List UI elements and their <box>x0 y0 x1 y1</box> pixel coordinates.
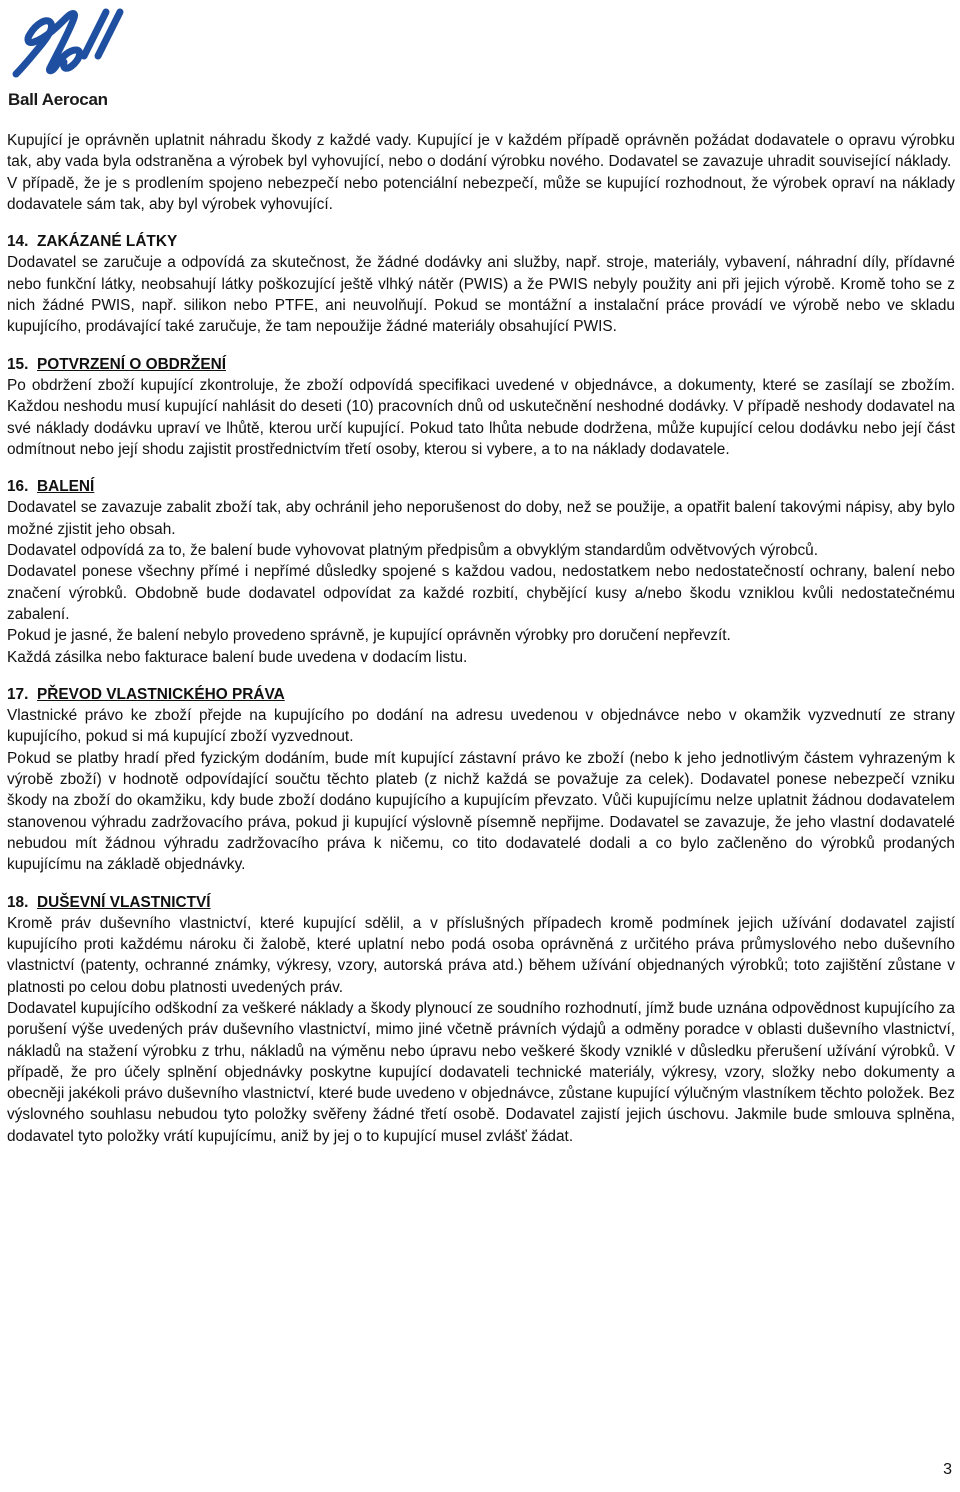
paragraph: Pokud je jasné, že balení nebylo provedeno správně, je kupující oprávněn výrobky pro doručení nepřevzít. <box>7 627 731 645</box>
paragraph: Dodavatel se zaručuje a odpovídá za skutečnost, že žádné dodávky ani služby, např. stroje, materiály, vybavení, náhradní díly, přídavné nebo funkční látky, neobsahují látky poškozující ještě vlhký nátěr (PWIS) a že PWIS nebyly použity ani při jejich výrobě. Kromě toho se z nich žádné PWIS, např. silikon nebo PTFE, ani neuvolňují. Pokud se montážní a instalační práce provádí ve výrobě nebo ve skladu kupujícího, prodávající také zaručuje, že tam nepoužije žádné materiály obsahující PWIS. <box>7 254 955 336</box>
section-heading-18 <box>7 892 955 913</box>
paragraph: Po obdržení zboží kupující zkontroluje, že zboží odpovídá specifikaci uvedené v objednávce, a dokumenty, které se zasílají se zbožím. Každou neshodu musí kupující nahlásit do deseti (10) pracovních dnů od uskutečnění neshodné dodávky. V případě neshody dodavatel na své náklady dodávku upraví ve lhůtě, kterou určí kupující. Pokud tato lhůta nebude dodržena, může kupující celou dodávku nebo její část odmítnout nebo její shodu zajistit prostřednictvím třetí osoby, kterou si vybere, a to na náklady dodavatele. <box>7 376 955 458</box>
section-title: BALENÍ <box>37 478 95 496</box>
section-number: 14. <box>7 233 29 251</box>
paragraph: Dodavatel ponese všechny přímé i nepřímé důsledky spojené s každou vadou, nedostatkem nebo nedostatečností ochrany, balení nebo značení výrobků. Obdobně bude dodavatel odpovídat za každé rozbití, chybějící kusy a/nebo škodu vzniklou kvůli nedostatečnému zabalení. <box>7 563 955 623</box>
logo-wordmark: Ball Aerocan <box>8 90 108 109</box>
paragraph: Dodavatel se zavazuje zabalit zboží tak, aby ochránil jeho neporušenost do doby, než se použije, a opatřit balení takovými nápisy, aby bylo možné zjistit jeho obsah. <box>7 499 955 538</box>
section-heading-17 <box>7 684 955 705</box>
paragraph: Pokud se platby hradí před fyzickým dodáním, bude mít kupující zástavní právo ke zboží (nebo k jeho jednotlivým částem vyhrazeným k výrobě zboží) v hodnotě odpovídající součtu těchto plateb (z nichž každá se považuje za celek). Dodavatel ponese nebezpečí vzniku škody na zboží do okamžiku, kdy bude zboží dodáno kupujícího a kupujícím převzato. Vůči kupujícímu nelze uplatnit žádnou dodavatelem stanovenou výhradu zadržovacího práva, pokud ji kupující výslovně písemně nepřijme. Dodavatel se zavazuje, že jeho vlastní dodavatelé nebudou mít žádnou výhradu zadržovacího práva k ničemu, co tito dodavatelé dodali a co bylo začleněno do výrobků prodaných kupujícímu na základě objednávky. <box>7 749 955 874</box>
document-body <box>7 130 955 1147</box>
spacer <box>7 876 955 892</box>
section-title: DUŠEVNÍ VLASTNICTVÍ <box>37 893 211 911</box>
company-logo <box>6 4 138 108</box>
section-number: 17. <box>7 685 29 703</box>
paragraph: Dodavatel kupujícího odškodní za veškeré náklady a škody plynoucí ze soudního rozhodnutí, jímž bude uznána odpovědnost kupujícího za porušení výše uvedených práv duševního vlastnictví, mimo jiné včetně právních výdajů a odměny poradce v oblasti duševního vlastnictví, nákladů na stažení výrobku z trhu, nákladů na výměnu nebo úpravu nebo veškeré škody vzniklé v důsledku přerušení užívání výrobků. V případě, že pro účely splnění objednávky poskytne kupující dodavateli technické materiály, výkresy, vzory, složky nebo dokumenty a obecněji jakékoli právo duševního vlastnictví, které bude uvedeno v objednávce, zůstane kupující výlučným vlastníkem těchto položek. Bez výslovného souhlasu nebudou tyto položky svěřeny žádné třetí osobě. Dodavatel zajistí jejich úschovu. Jakmile bude smlouva splněna, dodavatel tyto položky vrátí kupujícímu, aniž by jej o to kupující musel zvlášť žádat. <box>7 999 955 1145</box>
paragraph: Kupující je oprávněn uplatnit náhradu škody z každé vady. Kupující je v každém případě oprávněn požádat dodavatele o opravu výrobku tak, aby vada byla odstraněna a výrobek byl vyhovující, nebo o dodání výrobku nového. Dodavatel se zavazuje uhradit související náklady. <box>7 132 955 171</box>
section-heading-16 <box>7 476 955 497</box>
section-number: 15. <box>7 355 29 373</box>
section-heading-15 <box>7 354 955 375</box>
paragraph: Dodavatel odpovídá za to, že balení bude vyhovovat platným předpisům a obvyklým standardům odvětvových výrobců. <box>7 542 819 560</box>
section-title: ZAKÁZANÉ LÁTKY <box>37 233 178 251</box>
section-heading-14 <box>7 231 955 252</box>
ball-logo-icon <box>6 4 126 84</box>
section-title: PŘEVOD VLASTNICKÉHO PRÁVA <box>37 685 285 703</box>
section-number: 16. <box>7 478 29 496</box>
spacer <box>7 668 955 684</box>
page-number: 3 <box>943 1461 952 1478</box>
section-title: POTVRZENÍ O OBDRŽENÍ <box>37 355 226 373</box>
section-number: 18. <box>7 893 29 911</box>
spacer <box>7 460 955 476</box>
paragraph: Kromě práv duševního vlastnictví, které kupující sdělil, a v příslušných případech kromě podmínek jejich užívání dodavatel zajistí kupujícího proti každému nároku či žalobě, které uplatní nebo podá osoba oprávněná z určitého práva průmyslového nebo duševního vlastnictví (patenty, ochranné známky, výkresy, vzory, autorská práva atd.) během užívání objednaných výrobků; toto zajištění zůstane v platnosti po celou dobu platnosti uvedených práv. <box>7 914 955 996</box>
paragraph: V případě, že je s prodlením spojeno nebezpečí nebo potenciální nebezpečí, může se kupující rozhodnout, že výrobek opraví na náklady dodavatele sám tak, aby byl výrobek vyhovující. <box>7 174 955 213</box>
spacer <box>7 215 955 231</box>
spacer <box>7 338 955 354</box>
paragraph: Vlastnické právo ke zboží přejde na kupujícího po dodání na adresu uvedenou v objednávce nebo v okamžik vyzvednutí ze strany kupujícího, pokud si má kupující zboží vyzvednout. <box>7 707 955 746</box>
paragraph: Každá zásilka nebo fakturace balení bude uvedena v dodacím listu. <box>7 648 468 666</box>
